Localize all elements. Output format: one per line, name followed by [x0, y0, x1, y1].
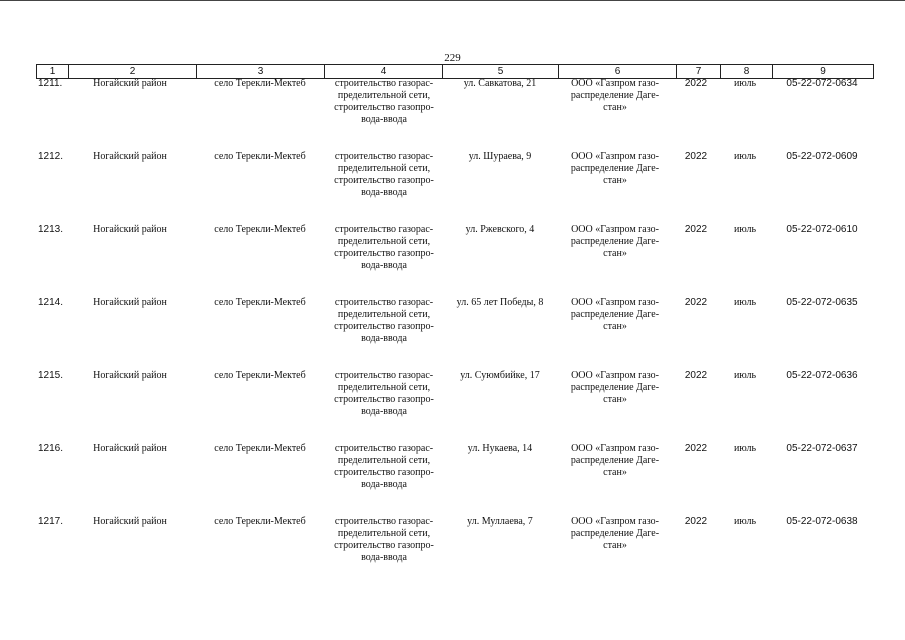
village-cell: село Терекли-Мектеб	[214, 78, 306, 89]
top-rule	[0, 0, 905, 3]
table-row	[0, 297, 905, 370]
district-cell: Ногайский район	[93, 297, 167, 308]
district-cell: Ногайский район	[93, 78, 167, 89]
month-cell: июль	[733, 516, 757, 527]
table-row	[0, 151, 905, 224]
work-type-cell: строительство газорас-пределительной сети, строительство газопро-вода-ввода	[334, 370, 434, 417]
header-col-2: 2	[68, 65, 196, 78]
code-cell: 05-22-072-0634	[786, 78, 858, 89]
district-cell: Ногайский район	[93, 151, 167, 162]
month-cell: июль	[733, 297, 757, 308]
district-cell: Ногайский район	[93, 370, 167, 381]
village-cell: село Терекли-Мектеб	[214, 151, 306, 162]
organization-cell: ООО «Газпром газо-распределение Даге-стан»	[570, 297, 660, 332]
row-number: 1213.	[38, 224, 64, 235]
header-col-7: 7	[676, 65, 720, 78]
row-number: 1211.	[38, 78, 63, 89]
village-cell: село Терекли-Мектеб	[214, 443, 306, 454]
code-cell: 05-22-072-0638	[786, 516, 858, 527]
page-number: 229	[444, 52, 461, 64]
address-cell: ул. Шураева, 9	[468, 151, 532, 162]
address-cell: ул. Нукаева, 14	[467, 443, 533, 454]
month-cell: июль	[733, 443, 757, 454]
year-cell: 2022	[684, 78, 708, 89]
work-type-cell: строительство газорас-пределительной сети, строительство газопро-вода-ввода	[334, 297, 434, 344]
address-cell: ул. 65 лет Победы, 8	[456, 297, 544, 308]
district-cell: Ногайский район	[93, 516, 167, 527]
row-number: 1216.	[38, 443, 64, 454]
address-cell: ул. Савкатова, 21	[463, 78, 537, 89]
table-row	[0, 516, 905, 589]
year-cell: 2022	[684, 443, 708, 454]
month-cell: июль	[733, 151, 757, 162]
organization-cell: ООО «Газпром газо-распределение Даге-стан»	[570, 224, 660, 259]
month-cell: июль	[733, 370, 757, 381]
header-col-1: 1	[36, 65, 68, 78]
village-cell: село Терекли-Мектеб	[214, 224, 306, 235]
header-col-5: 5	[442, 65, 558, 78]
row-number: 1212.	[38, 151, 64, 162]
header-col-3: 3	[196, 65, 324, 78]
work-type-cell: строительство газорас-пределительной сети, строительство газопро-вода-ввода	[334, 516, 434, 563]
work-type-cell: строительство газорас-пределительной сети, строительство газопро-вода-ввода	[334, 224, 434, 271]
header-col-9: 9	[772, 65, 874, 78]
code-cell: 05-22-072-0637	[786, 443, 858, 454]
year-cell: 2022	[684, 297, 708, 308]
table-row	[0, 370, 905, 443]
year-cell: 2022	[684, 224, 708, 235]
organization-cell: ООО «Газпром газо-распределение Даге-стан»	[570, 151, 660, 186]
year-cell: 2022	[684, 516, 708, 527]
header-col-4: 4	[324, 65, 442, 78]
work-type-cell: строительство газорас-пределительной сети, строительство газопро-вода-ввода	[334, 443, 434, 490]
organization-cell: ООО «Газпром газо-распределение Даге-стан»	[570, 370, 660, 405]
work-type-cell: строительство газорас-пределительной сети, строительство газопро-вода-ввода	[334, 151, 434, 198]
table-row	[0, 224, 905, 297]
district-cell: Ногайский район	[93, 443, 167, 454]
address-cell: ул. Ржевского, 4	[465, 224, 535, 235]
year-cell: 2022	[684, 151, 708, 162]
table-header	[36, 64, 874, 79]
code-cell: 05-22-072-0609	[786, 151, 858, 162]
address-cell: ул. Муллаева, 7	[467, 516, 533, 527]
year-cell: 2022	[684, 370, 708, 381]
village-cell: село Терекли-Мектеб	[214, 516, 306, 527]
table-row	[0, 78, 905, 151]
code-cell: 05-22-072-0610	[786, 224, 858, 235]
table-row	[0, 443, 905, 516]
header-col-8: 8	[720, 65, 772, 78]
village-cell: село Терекли-Мектеб	[214, 370, 306, 381]
organization-cell: ООО «Газпром газо-распределение Даге-стан»	[570, 443, 660, 478]
header-col-6: 6	[558, 65, 676, 78]
organization-cell: ООО «Газпром газо-распределение Даге-стан»	[570, 516, 660, 551]
village-cell: село Терекли-Мектеб	[214, 297, 306, 308]
month-cell: июль	[733, 78, 757, 89]
code-cell: 05-22-072-0636	[786, 370, 858, 381]
month-cell: июль	[733, 224, 757, 235]
row-number: 1215.	[38, 370, 64, 381]
code-cell: 05-22-072-0635	[786, 297, 858, 308]
district-cell: Ногайский район	[93, 224, 167, 235]
work-type-cell: строительство газорас-пределительной сети, строительство газопро-вода-ввода	[334, 78, 434, 125]
organization-cell: ООО «Газпром газо-распределение Даге-стан»	[570, 78, 660, 113]
row-number: 1214.	[38, 297, 64, 308]
address-cell: ул. Суюмбийке, 17	[460, 370, 540, 381]
row-number: 1217.	[38, 516, 64, 527]
